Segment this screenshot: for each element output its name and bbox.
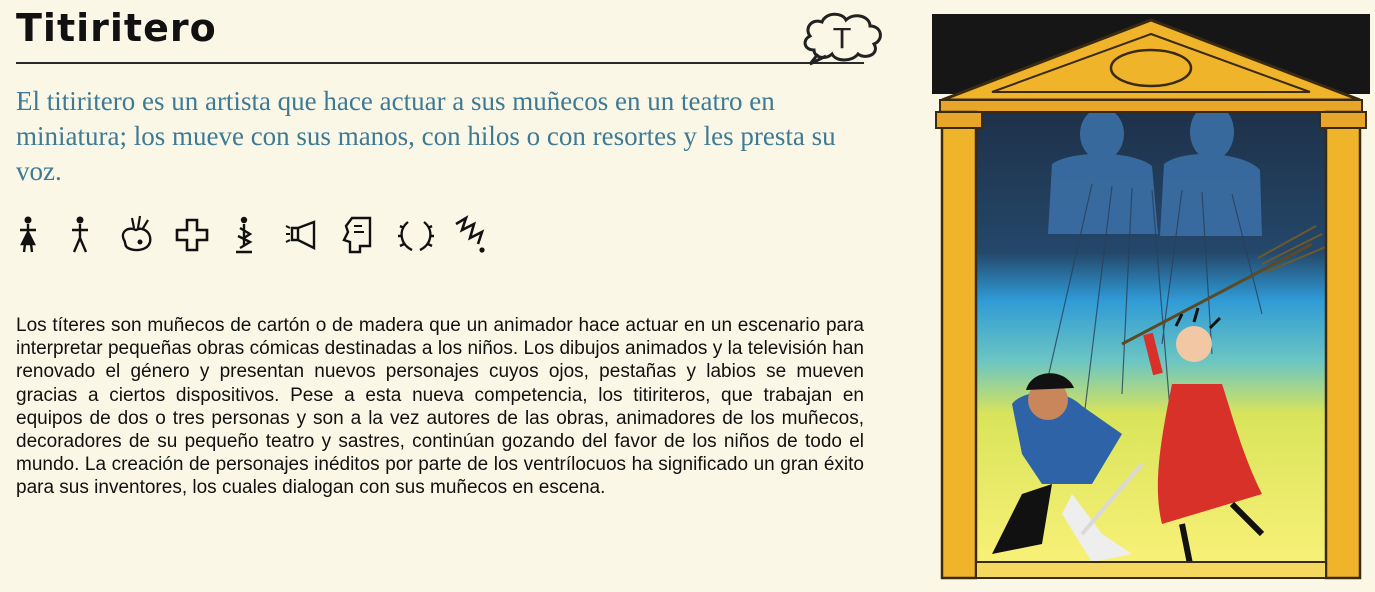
cross-icon [172, 212, 212, 256]
zigzag-icon [452, 212, 492, 256]
thought-bubble-badge [800, 10, 886, 68]
puppet-theater-illustration [932, 14, 1370, 586]
page-title: Titiritero [16, 6, 217, 50]
female-figure-icon [16, 212, 56, 256]
body-paragraph: Los títeres son muñecos de cartón o de madera que un animador hace actuar en un escenario para interpretar pequeñas obras cómicas destinadas a los niños. Los dibujos animados y la televisión han renovado el género y presentan nuevos personajes cuyos ojos, pestañas y labios se mueven gracias a ciertos dispositivos. Pese a esta nueva competencia, los titiriteros, que trabajan en equipos de dos o tres personas y son a la vez autores de las obras, animadores de los muñecos, decoradores de su pequeño teatro y sastres, continúan gozando del favor de los niños de todo el mundo. La creación de personajes inéditos por parte de los ventrílocuos ha significado un gran éxito para sus inventores, los cuales dialogan con sus muñecos en escena. [16, 315, 864, 499]
palette-icon [118, 212, 158, 256]
head-profile-icon [338, 212, 378, 256]
title-rule [16, 62, 864, 64]
laurel-wreath-icon [396, 212, 436, 256]
megaphone-icon [284, 212, 324, 256]
male-figure-icon [68, 212, 108, 256]
symbol-row [16, 212, 496, 258]
badge-letter: T [833, 22, 851, 55]
seated-person-icon [230, 212, 270, 256]
lead-paragraph: El titiritero es un artista que hace actuar a sus muñecos en un teatro en miniatura; los mueve con sus manos, con hilos o con resortes y les presta su voz. [16, 86, 836, 186]
